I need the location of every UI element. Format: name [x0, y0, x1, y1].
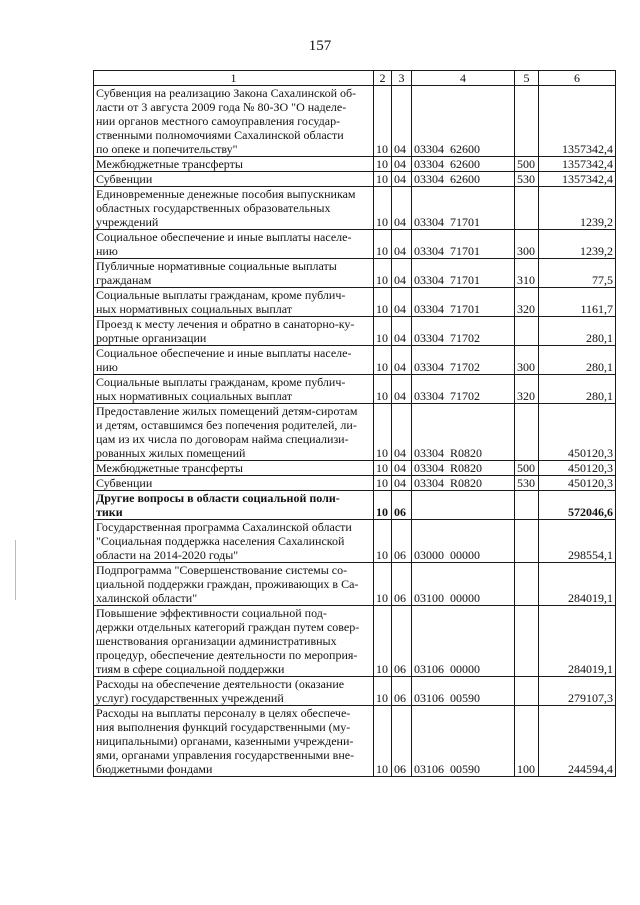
row-amount: 77,5 — [539, 259, 616, 288]
row-subsection: 04 — [392, 157, 412, 172]
row-expense-type — [515, 520, 539, 563]
row-name: Субвенции — [94, 172, 374, 187]
row-name: Предоставление жилых помещений детям-сиротам и детям, оставшимся без попечения родителей, ли- цам из их числа по договорам найма специализи- рованных жилых помещений — [94, 404, 374, 461]
row-section: 10 — [374, 461, 392, 476]
row-expense-type: 500 — [515, 461, 539, 476]
row-amount: 280,1 — [539, 375, 616, 404]
row-amount: 1357342,4 — [539, 86, 616, 157]
table-row — [94, 259, 616, 288]
header-col-4: 4 — [412, 71, 515, 86]
row-expense-type: 300 — [515, 230, 539, 259]
row-section: 10 — [374, 187, 392, 230]
row-expense-type: 300 — [515, 346, 539, 375]
row-section: 10 — [374, 346, 392, 375]
row-expense-type — [515, 677, 539, 706]
row-section: 10 — [374, 86, 392, 157]
row-name: Межбюджетные трансферты — [94, 461, 374, 476]
table-row — [94, 706, 616, 777]
row-target-code: 03000 00000 — [412, 520, 515, 563]
table-row — [94, 317, 616, 346]
table-body — [94, 86, 616, 777]
row-name: Проезд к месту лечения и обратно в санаторно-ку- рортные организации — [94, 317, 374, 346]
row-section: 10 — [374, 404, 392, 461]
row-target-code: 03100 00000 — [412, 563, 515, 606]
table-row-section-total — [94, 491, 616, 520]
row-name: Государственная программа Сахалинской области "Социальная поддержка населения Сахалинской области на 2014-2020 годы" — [94, 520, 374, 563]
row-subsection: 04 — [392, 346, 412, 375]
row-name: Социальные выплаты гражданам, кроме публич- ных нормативных социальных выплат — [94, 375, 374, 404]
row-subsection: 04 — [392, 288, 412, 317]
row-expense-type: 530 — [515, 172, 539, 187]
row-name: Публичные нормативные социальные выплаты гражданам — [94, 259, 374, 288]
row-section: 10 — [374, 563, 392, 606]
table-row — [94, 187, 616, 230]
row-section: 10 — [374, 317, 392, 346]
row-expense-type: 310 — [515, 259, 539, 288]
row-expense-type: 100 — [515, 706, 539, 777]
table-row — [94, 461, 616, 476]
header-col-6: 6 — [539, 71, 616, 86]
row-expense-type — [515, 404, 539, 461]
row-target-code: 03304 62600 — [412, 172, 515, 187]
row-target-code: 03304 R0820 — [412, 476, 515, 491]
row-target-code: 03304 R0820 — [412, 404, 515, 461]
row-section: 10 — [374, 172, 392, 187]
row-name: Другие вопросы в области социальной поли- тики — [94, 491, 374, 520]
row-amount: 1357342,4 — [539, 172, 616, 187]
row-subsection: 04 — [392, 172, 412, 187]
row-section: 10 — [374, 606, 392, 677]
row-section: 10 — [374, 706, 392, 777]
row-subsection: 04 — [392, 476, 412, 491]
row-name: Субвенции — [94, 476, 374, 491]
row-amount: 450120,3 — [539, 404, 616, 461]
row-expense-type — [515, 606, 539, 677]
row-target-code: 03304 R0820 — [412, 461, 515, 476]
budget-table — [93, 70, 616, 777]
row-subsection: 06 — [392, 563, 412, 606]
row-amount: 298554,1 — [539, 520, 616, 563]
row-target-code: 03304 71701 — [412, 187, 515, 230]
header-row — [94, 71, 616, 86]
row-expense-type — [515, 491, 539, 520]
row-name: Подпрограмма "Совершенствование системы со- циальной поддержки граждан, проживающих в Са- халинской области" — [94, 563, 374, 606]
margin-mark — [15, 540, 16, 600]
row-section: 10 — [374, 157, 392, 172]
row-amount: 1357342,4 — [539, 157, 616, 172]
row-subsection: 06 — [392, 606, 412, 677]
header-col-5: 5 — [515, 71, 539, 86]
row-amount: 450120,3 — [539, 476, 616, 491]
table-row — [94, 346, 616, 375]
row-amount: 572046,6 — [539, 491, 616, 520]
table-header — [94, 71, 616, 86]
row-subsection: 06 — [392, 491, 412, 520]
row-expense-type: 320 — [515, 375, 539, 404]
row-amount: 280,1 — [539, 346, 616, 375]
table-row — [94, 606, 616, 677]
row-expense-type — [515, 563, 539, 606]
row-expense-type — [515, 187, 539, 230]
header-col-3: 3 — [392, 71, 412, 86]
row-expense-type — [515, 86, 539, 157]
row-amount: 284019,1 — [539, 606, 616, 677]
row-amount: 279107,3 — [539, 677, 616, 706]
row-section: 10 — [374, 677, 392, 706]
row-section: 10 — [374, 476, 392, 491]
table-row — [94, 563, 616, 606]
row-name: Расходы на обеспечение деятельности (оказание услуг) государственных учреждений — [94, 677, 374, 706]
row-subsection: 06 — [392, 706, 412, 777]
row-amount: 284019,1 — [539, 563, 616, 606]
row-amount: 1239,2 — [539, 230, 616, 259]
header-col-2: 2 — [374, 71, 392, 86]
table-row — [94, 520, 616, 563]
table-row — [94, 375, 616, 404]
row-target-code — [412, 491, 515, 520]
table-row — [94, 86, 616, 157]
row-target-code: 03304 71701 — [412, 288, 515, 317]
row-subsection: 04 — [392, 86, 412, 157]
row-subsection: 04 — [392, 375, 412, 404]
table-row — [94, 230, 616, 259]
row-subsection: 04 — [392, 404, 412, 461]
row-subsection: 04 — [392, 230, 412, 259]
row-section: 10 — [374, 375, 392, 404]
table-row — [94, 404, 616, 461]
row-name: Межбюджетные трансферты — [94, 157, 374, 172]
row-name: Социальное обеспечение и иные выплаты населе- нию — [94, 230, 374, 259]
row-target-code: 03106 00590 — [412, 677, 515, 706]
row-target-code: 03106 00590 — [412, 706, 515, 777]
row-amount: 450120,3 — [539, 461, 616, 476]
row-subsection: 06 — [392, 677, 412, 706]
row-expense-type: 500 — [515, 157, 539, 172]
row-amount: 280,1 — [539, 317, 616, 346]
row-subsection: 04 — [392, 187, 412, 230]
row-subsection: 04 — [392, 461, 412, 476]
table-row — [94, 677, 616, 706]
row-target-code: 03304 71702 — [412, 375, 515, 404]
page-number: 157 — [308, 38, 332, 54]
row-target-code: 03304 71701 — [412, 259, 515, 288]
row-amount: 244594,4 — [539, 706, 616, 777]
row-amount: 1161,7 — [539, 288, 616, 317]
header-col-1: 1 — [94, 71, 374, 86]
row-subsection: 04 — [392, 259, 412, 288]
table-row — [94, 157, 616, 172]
row-target-code: 03304 62600 — [412, 86, 515, 157]
row-section: 10 — [374, 230, 392, 259]
table-row — [94, 288, 616, 317]
row-section: 10 — [374, 288, 392, 317]
row-expense-type: 530 — [515, 476, 539, 491]
row-target-code: 03304 71701 — [412, 230, 515, 259]
row-target-code: 03304 62600 — [412, 157, 515, 172]
row-name: Социальное обеспечение и иные выплаты населе- нию — [94, 346, 374, 375]
row-amount: 1239,2 — [539, 187, 616, 230]
row-name: Расходы на выплаты персоналу в целях обеспече- ния выполнения функций государственными (му- ниципальными) органами, казенными учреждени- ями, органами управления государственными вне- бюджетными фондами — [94, 706, 374, 777]
row-name: Повышение эффективности социальной под- держки отдельных категорий граждан путем совер- шенствования организации административных процедур, обеспечение деятельности по мероприя- тиям в сфере социальной поддержки — [94, 606, 374, 677]
row-expense-type — [515, 317, 539, 346]
row-section: 10 — [374, 520, 392, 563]
table-row — [94, 172, 616, 187]
table-row — [94, 476, 616, 491]
row-subsection: 06 — [392, 520, 412, 563]
row-expense-type: 320 — [515, 288, 539, 317]
row-target-code: 03106 00000 — [412, 606, 515, 677]
row-name: Субвенция на реализацию Закона Сахалинской об- ласти от 3 августа 2009 года № 80-ЗО "О наделе- нии органов местного самоуправления государ- ственными полномочиями Сахалинской области по опеке и попечительству" — [94, 86, 374, 157]
row-target-code: 03304 71702 — [412, 346, 515, 375]
row-name: Единовременные денежные пособия выпускникам областных государственных образовательных учреждений — [94, 187, 374, 230]
row-target-code: 03304 71702 — [412, 317, 515, 346]
row-subsection: 04 — [392, 317, 412, 346]
row-section: 10 — [374, 259, 392, 288]
row-section: 10 — [374, 491, 392, 520]
row-name: Социальные выплаты гражданам, кроме публич- ных нормативных социальных выплат — [94, 288, 374, 317]
